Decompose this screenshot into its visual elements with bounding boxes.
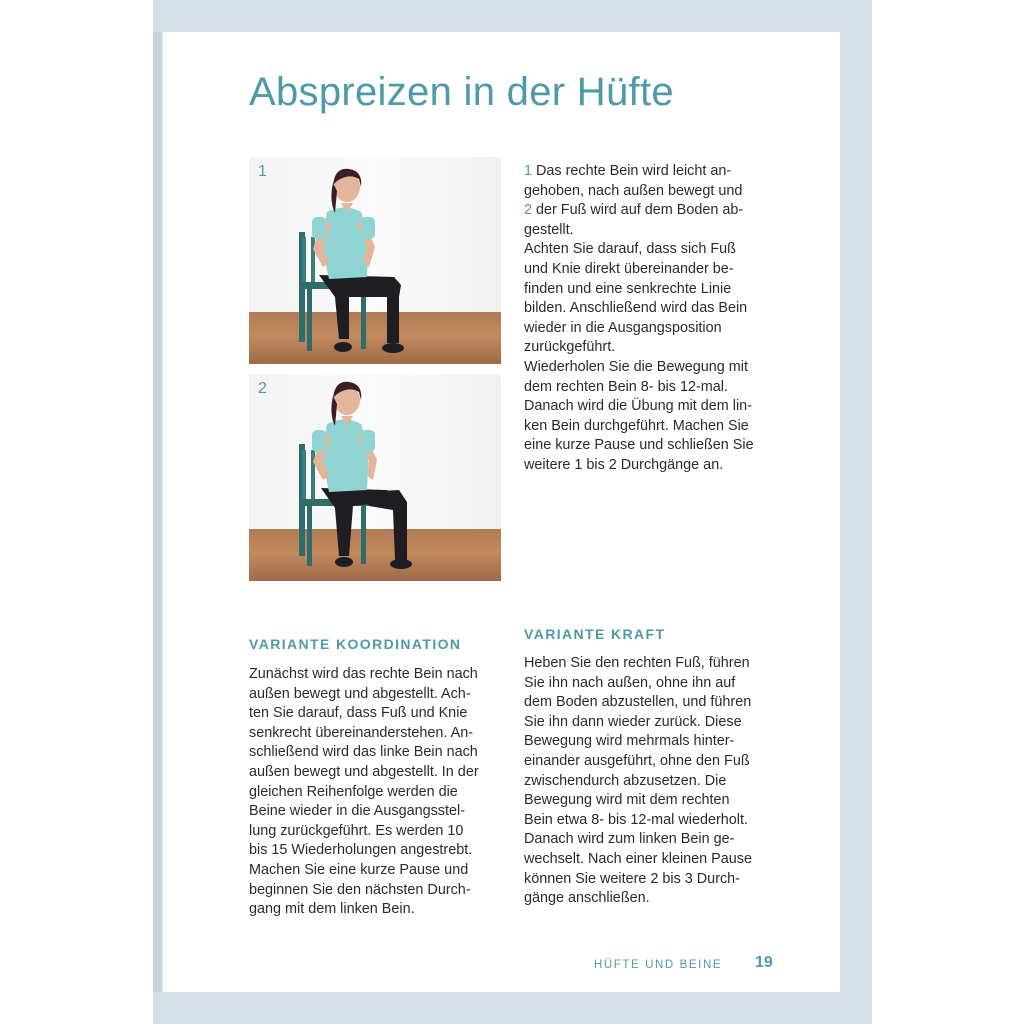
text-line: gang mit dem linken Bein. (249, 901, 415, 918)
text-line: Bein etwa 8- bis 12-mal wiederholt. (524, 811, 748, 828)
instruction-line: Achten Sie darauf, dass sich Fuß (524, 241, 736, 258)
step-number: 2 (524, 202, 533, 219)
text-line: können Sie weitere 2 bis 3 Durch- (524, 870, 740, 887)
seated-woman-illustration-1 (249, 157, 501, 364)
text-line: Bewegung wird mit dem rechten (524, 792, 730, 809)
photo-number-1: 1 (258, 163, 267, 180)
section-footer-label: HÜFTE UND BEINE (594, 959, 723, 971)
instruction-line: gehoben, nach außen bewegt und (524, 182, 743, 199)
instruction-line: Wiederholen Sie die Bewegung mit (524, 358, 748, 375)
text-line: lung zurückgeführt. Es werden 10 (249, 822, 464, 839)
book-page (163, 32, 840, 992)
page-number: 19 (755, 954, 773, 971)
exercise-photo-2 (249, 374, 501, 581)
instruction-line: und Knie direkt übereinander be- (524, 260, 734, 277)
text-line: Heben Sie den rechten Fuß, führen (524, 655, 750, 671)
instruction-line: 1 Das rechte Bein wird leicht an- (524, 163, 732, 179)
text-line: beginnen Sie den nächsten Durch- (249, 881, 471, 898)
text-line: außen bewegt und abgestellt. Ach- (249, 685, 471, 702)
text-line: dem Boden abzustellen, und führen (524, 694, 752, 711)
instruction-line: Danach wird die Übung mit dem lin- (524, 398, 752, 415)
step-number: 1 (524, 163, 533, 179)
instruction-line: eine kurze Pause und schließen Sie (524, 437, 754, 454)
text-line: bis 15 Wiederholungen angestrebt. (249, 842, 473, 859)
instruction-line: dem rechten Bein 8- bis 12-mal. (524, 378, 728, 395)
text-line: außen bewegt und abgestellt. In der (249, 763, 479, 780)
variante-koordination-text (249, 665, 507, 920)
instruction-line: weitere 1 bis 2 Durchgänge an. (524, 456, 724, 473)
text-line: einander ausgeführt, ohne den Fuß (524, 752, 750, 769)
text-line: schließend wird das linke Bein nach (249, 744, 478, 761)
text-line: wechselt. Nach einer kleinen Pause (524, 850, 752, 867)
instruction-line: wieder in die Ausgangsposition (524, 319, 722, 336)
exercise-photo-1 (249, 157, 501, 364)
instruction-line: bilden. Anschließend wird das Bein (524, 300, 748, 317)
text-line: Beine wieder in die Ausgangsstel- (249, 803, 465, 820)
variante-kraft-heading: VARIANTE KRAFT (524, 626, 666, 642)
text-line: Danach wird zum linken Bein ge- (524, 831, 735, 848)
variante-koordination-heading: VARIANTE KOORDINATION (249, 636, 462, 652)
text-line: ten Sie darauf, dass Fuß und Knie (249, 705, 468, 722)
text-line: Zunächst wird das rechte Bein nach (249, 666, 478, 682)
text-line: gänge anschließen. (524, 890, 650, 907)
instruction-line: finden und eine senkrechte Linie (524, 280, 732, 297)
instruction-line: zurückgeführt. (524, 339, 616, 356)
photo-number-2: 2 (258, 380, 267, 397)
text-line: Sie ihn nach außen, ohne ihn auf (524, 674, 736, 691)
text-line: Sie ihn dann wieder zurück. Diese (524, 713, 742, 730)
exercise-instructions (524, 162, 786, 476)
instruction-line: 2 der Fuß wird auf dem Boden ab- (524, 202, 744, 219)
page-title: Abspreizen in der Hüfte (249, 70, 674, 114)
text-line: Machen Sie eine kurze Pause und (249, 861, 469, 878)
instruction-line: ken Bein durchgeführt. Machen Sie (524, 417, 749, 434)
variante-kraft-text (524, 654, 786, 909)
page-spine-edge (153, 32, 161, 992)
instruction-line: gestellt. (524, 221, 574, 238)
text-line: senkrecht übereinanderstehen. An- (249, 724, 474, 741)
text-line: Bewegung wird mehrmals hinter- (524, 733, 735, 750)
text-line: gleichen Reihenfolge werden die (249, 783, 458, 800)
text-line: zwischendurch abzusetzen. Die (524, 772, 727, 789)
seated-woman-illustration-2 (249, 374, 501, 581)
